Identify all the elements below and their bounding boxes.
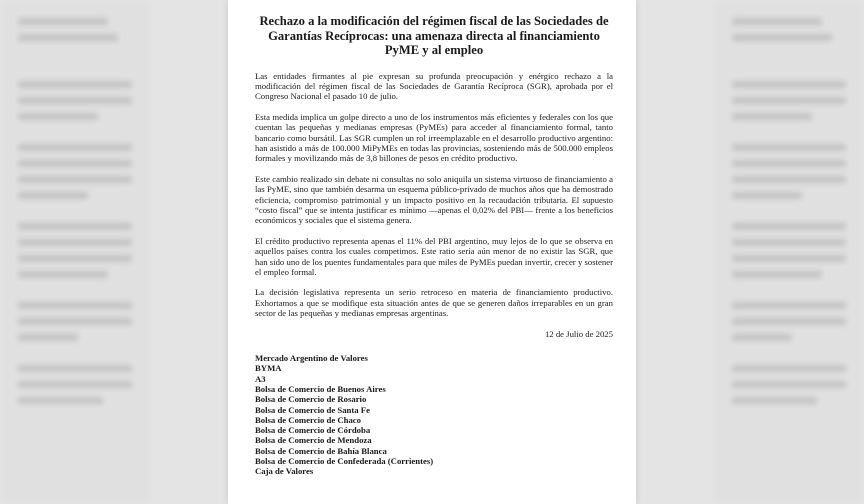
signatory: Bolsa de Comercio de Bahía Blanca [255, 445, 387, 456]
document-page [228, 0, 636, 504]
signatory: A3 [255, 373, 266, 384]
signatory: Bolsa de Comercio de Córdoba [255, 425, 371, 436]
paragraph-intro: Las entidades firmantes al pie expresan su profunda preocupación y enérgico rechazo a la modificación del régimen fiscal de las Sociedades de Garantía Recíproca (SGR), aprobada por el Congreso Nacional el pasado 10 de julio. [255, 70, 613, 102]
signatory: Mercado Argentino de Valores [255, 353, 368, 364]
signatory: Bolsa de Comercio de Santa Fe [255, 404, 370, 415]
signatory: Bolsa de Comercio de Buenos Aires [255, 383, 386, 394]
blurred-left-background [0, 0, 150, 504]
signatories-list [255, 353, 613, 477]
blurred-right-background [714, 0, 864, 504]
signatory: Bolsa de Comercio de Chaco [255, 414, 362, 425]
signatory: Bolsa de Comercio de Rosario [255, 394, 367, 405]
document-date: 12 de Julio de 2025 [544, 328, 613, 339]
paragraph-decision: La decisión legislativa representa un serio retroceso en materia de financiamiento productivo. Exhortamos a que se modifique esta situación antes de que se generen daños irreparables en un gran sector de las pequeñas y medianas empresas argentinas. [255, 287, 613, 319]
signatory: Bolsa de Comercio de Confederada (Corrientes) [255, 456, 434, 466]
signatory: BYMA [255, 363, 282, 374]
signatory: Bolsa de Comercio de Mendoza [255, 435, 372, 446]
paragraph-change: Este cambio realizado sin debate ni consultas no solo aniquila un sistema virtuoso de financiamiento a las PyME, sino que también desarma un esquema público-privado de muchos años que ha demostrado eficiencia, compromiso patrimonial y un impacto positivo en la recaudación tributaria. El supuesto “costo fiscal” que se intenta justificar es mínimo —apenas el 0,02% del PBI— frente a los beneficios económicos y sociales que el sistema genera. [255, 173, 613, 226]
paragraph-impact: Esta medida implica un golpe directo a uno de los instrumentos más eficientes y federales con los que cuentan las pequeñas y medianas empresas (PyMEs) para acceder al financiamiento formal, tanto bancario como bursátil. Las SGR cumplen un rol irreemplazable en el desarrollo productivo argentino: han asistido a más de 100.000 MiPyMEs en todas las provincias, sosteniendo más de 500.000 empleos formales y movilizando más de 3,8 billones de pesos en crédito productivo. [255, 111, 613, 164]
paragraph-credit: El crédito productivo representa apenas el 11% del PBI argentino, muy lejos de lo que se observa en aquellos países contra los cuales competimos. Este ratio sería aún menor de no existir las SGR, que han sido uno de los puentes fundamentales para que miles de PyMEs puedan invertir, crecer y sostener el empleo formal. [255, 235, 613, 277]
signatory: Caja de Valores [255, 466, 314, 477]
document-title: Rechazo a la modificación del régimen fiscal de las Sociedades de Garantías Recíprocas: una amenaza directa al financiamiento PyME y al empleo [259, 14, 609, 57]
document-content [255, 14, 613, 477]
